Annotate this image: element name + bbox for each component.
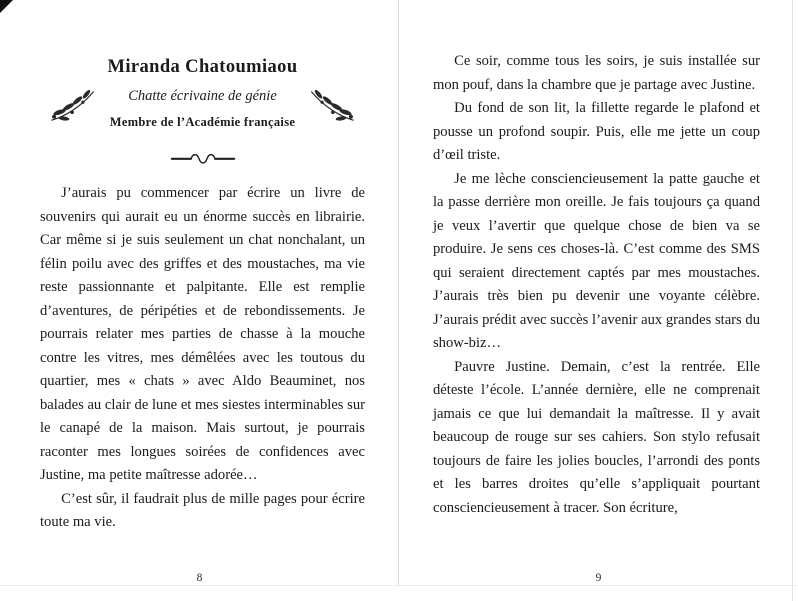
left-page-number: 8 (196, 572, 203, 584)
olive-branch-left-icon (46, 84, 100, 131)
chapter-title: Miranda Chatoumiaou (107, 57, 298, 77)
olive-branch-right-icon (305, 84, 359, 131)
chapter-affiliation: Membre de l’Académie française (109, 114, 296, 129)
paragraph: C’est sûr, il faudrait plus de mille pages pour écrire toute ma vie. (40, 490, 365, 530)
squiggle-divider-icon (40, 151, 365, 165)
paragraph: Je me lèche consciencieusement la patte gauche et la passe derrière mon oreille. Je fais toujours ça quand je veux l’avertir que quelque chose de bien va se produire. Je sens ces choses-là. C’est comme des SMS qui seraient directement captés par mes moustaches. J’aurais très bien pu devenir une voyante célèbre. J’aurais prédit avec succès l’avenir aux grandes stars du show-biz… (433, 170, 760, 351)
paragraph: Pauvre Justine. Demain, c’est la rentrée. Elle déteste l’école. L’année dernière, elle ne comprenait jamais ce que lui demandait la maîtresse. Il y avait beaucoup de rouge sur ses cahiers. Son stylo refusait toujours de faire les jolies boucles, l’arrondi des ponts et les barres droites qu’elle s’appliquait pourtant consciencieusement à tracer. Son écriture, (433, 358, 760, 516)
left-page-body (40, 182, 365, 535)
paragraph: Du fond de son lit, la fillette regarde le plafond et pousse un profond soupir. Puis, elle me jette un coup d’œil triste. (433, 100, 760, 163)
paragraph: Ce soir, comme tous les soirs, je suis installée sur mon pouf, dans la chambre que je partage avec Justine. (433, 53, 760, 93)
paragraph: J’aurais pu commencer par écrire un livre de souvenirs qui aurait eu un énorme succès en librairie. Car même si je suis seulement un chat nonchalant, un félin poilu avec des griffes et des moustaches, ma vie reste passionnante et palpitante. Elle est remplie d’aventures, de péripéties et de rebondissements. Je pourrais relater mes parties de chasse à la mouche contre les vitres, mes démêlées avec les toutous du quartier, mes « chats » avec Aldo Beauminet, nos balades au clair de lune et mes siestes interminables sur le canapé de la maison. Mais surtout, je pourrais raconter mes longues soirées de confidences avec Justine, ma petite maîtresse adorée… (40, 185, 365, 483)
right-page-body (433, 50, 760, 520)
chapter-header (40, 54, 365, 165)
chapter-subheader (110, 85, 295, 131)
chapter-header-row (40, 84, 365, 131)
chapter-subtitle: Chatte écrivaine de génie (128, 87, 277, 104)
page-corner-mark-icon (0, 0, 13, 13)
right-page-number: 9 (595, 572, 602, 584)
right-page (399, 0, 798, 601)
